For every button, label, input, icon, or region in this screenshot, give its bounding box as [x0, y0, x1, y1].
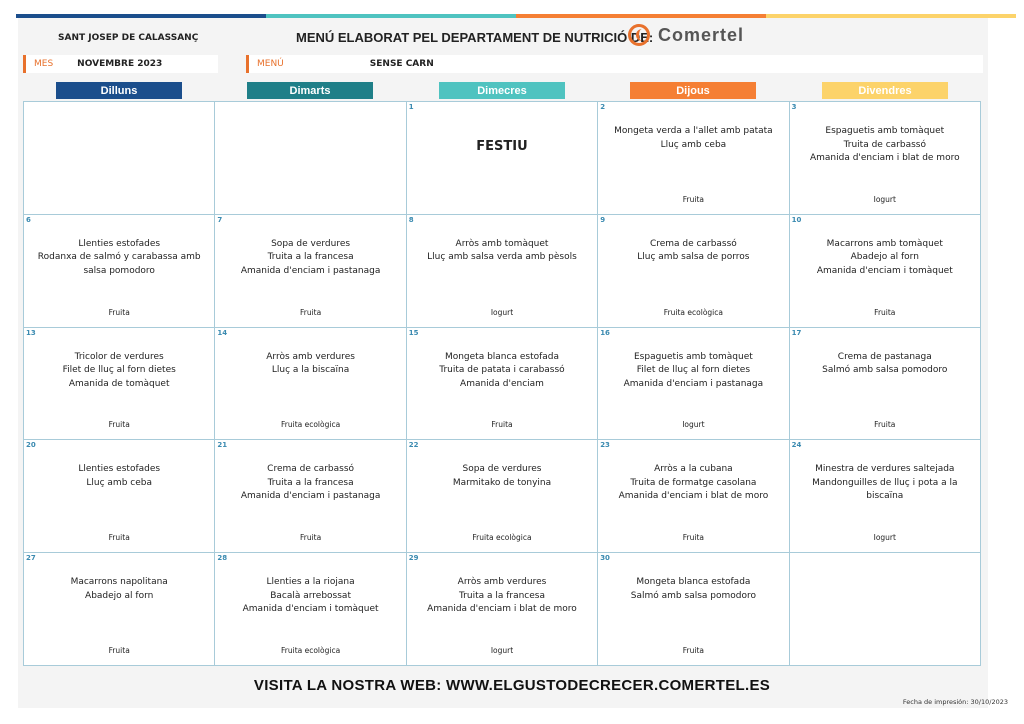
dish-list	[28, 576, 210, 603]
dish-item: Amanida d'enciam i tomàquet	[816, 265, 953, 276]
dish-item: Mongeta verda a l'allet amb patata	[614, 126, 773, 136]
dish-list	[219, 576, 401, 617]
day-number: 29	[408, 554, 419, 563]
day-cell	[407, 440, 598, 553]
dish-list	[411, 576, 593, 617]
dish-item: Abadejo al forn	[85, 590, 154, 601]
day-cell	[407, 102, 598, 215]
day-number: 20	[26, 441, 36, 450]
dish-list	[219, 463, 401, 504]
day-header-friday: Divendres	[822, 82, 948, 99]
day-number: 24	[791, 441, 802, 450]
dessert-label: Fruita	[108, 307, 130, 317]
dish-item: Amanida d'enciam i tomàquet	[242, 604, 379, 615]
dish-item: Macarrons napolitana	[70, 577, 168, 588]
dish-list	[602, 351, 784, 392]
day-number: 21	[217, 441, 228, 450]
dish-item: Lluç amb ceba	[86, 477, 152, 488]
month-field	[23, 55, 218, 73]
day-cell	[215, 553, 406, 666]
dish-item: Amanida d'enciam i blat de moro	[427, 604, 577, 615]
dish-list	[794, 463, 976, 504]
dish-list	[219, 238, 401, 279]
dish-item: Amanida d'enciam i pastanaga	[240, 265, 381, 276]
day-cell	[407, 328, 598, 441]
day-number: 8	[408, 215, 414, 224]
dish-item: Amanida de tomàquet	[68, 378, 170, 389]
day-number: 30	[600, 554, 610, 563]
dish-item: Truita a la francesa	[267, 252, 354, 263]
day-number: 1	[408, 103, 414, 111]
dish-item: Llenties estofades	[78, 238, 161, 249]
dish-item: Truita a la francesa	[267, 477, 354, 488]
dessert-label: Fruita	[874, 420, 896, 430]
dessert-label: Fruita	[874, 307, 896, 317]
day-number: 22	[408, 441, 419, 450]
dish-item: Filet de lluç al forn dietes	[636, 365, 751, 376]
day-number: 7	[217, 215, 223, 224]
day-cell	[790, 102, 981, 215]
dish-item: Amanida d'enciam i pastanaga	[240, 491, 381, 502]
day-header-monday: Dilluns	[56, 82, 182, 99]
day-cell	[790, 328, 981, 441]
day-number: 13	[26, 328, 36, 337]
dish-item: Arròs amb tomàquet	[455, 238, 549, 249]
dish-item: Rodanxa de salmó y carabassa amb salsa pomodoro	[37, 252, 201, 276]
dish-list	[411, 140, 593, 154]
dessert-label: Fruita	[299, 307, 322, 317]
dish-list	[602, 238, 784, 265]
dish-list	[219, 351, 401, 378]
dessert-label: Fruita	[491, 420, 513, 430]
dish-list	[794, 125, 976, 166]
page-title: MENÚ ELABORAT PEL DEPARTAMENT DE NUTRICIÓ DE:	[296, 30, 654, 45]
dish-item: FESTIU	[476, 139, 528, 154]
dish-item: Llenties estofades	[78, 464, 161, 475]
day-cell	[598, 328, 789, 441]
dish-item: Crema de carbassó	[649, 238, 737, 249]
dish-item: Lluç amb ceba	[660, 139, 727, 150]
print-date: Fecha de impresión: 30/10/2023	[902, 698, 1008, 706]
day-cell	[407, 553, 598, 666]
day-cell	[24, 440, 215, 553]
dish-item: Arròs a la cubana	[654, 464, 733, 475]
day-cell	[790, 215, 981, 328]
dish-item: Truita a la francesa	[458, 590, 545, 601]
dish-item: Macarrons amb tomàquet	[826, 238, 943, 249]
dessert-label: Fruita	[299, 533, 322, 543]
dessert-label: Fruita ecològica	[663, 307, 723, 317]
dish-item: Lluç amb salsa de porros	[637, 252, 750, 263]
dish-item: Llenties a la riojana	[266, 577, 355, 588]
dessert-label: Fruita	[108, 420, 130, 430]
day-cell	[407, 215, 598, 328]
day-cell	[790, 553, 981, 666]
dish-list	[411, 238, 593, 265]
dish-list	[28, 351, 210, 392]
dessert-label: Fruita	[108, 533, 130, 543]
day-number: 28	[217, 554, 228, 563]
dish-item: Tricolor de verdures	[74, 351, 164, 362]
dish-list	[28, 463, 210, 490]
dish-list	[794, 351, 976, 378]
month-label: MES	[34, 59, 54, 69]
dessert-label: Iogurt	[490, 646, 514, 655]
day-cell	[215, 102, 406, 215]
dish-list	[602, 576, 784, 603]
dish-item: Truita de formatge casolana	[630, 477, 757, 488]
menu-calendar-grid	[23, 101, 981, 666]
day-cell	[598, 102, 789, 215]
dish-item: Arròs amb verdures	[266, 351, 355, 362]
dish-item: Salmó amb salsa pomodoro	[822, 365, 948, 376]
dessert-label: Fruita	[108, 646, 130, 655]
day-cell	[598, 440, 789, 553]
day-cell	[24, 553, 215, 666]
day-header-tuesday: Dimarts	[247, 82, 373, 99]
dish-item: Crema de carbassó	[267, 464, 355, 475]
dessert-label: Fruita ecològica	[472, 533, 532, 543]
dish-item: Amanida d'enciam i blat de moro	[809, 153, 960, 163]
day-cell	[215, 215, 406, 328]
logo-text: Comertel	[658, 24, 745, 45]
day-number: 17	[791, 328, 802, 337]
dish-list	[411, 463, 593, 490]
dessert-label: Iogurt	[873, 533, 896, 543]
dish-item: Salmó amb salsa pomodoro	[630, 590, 756, 601]
day-cell	[598, 215, 789, 328]
dessert-label: Fruita ecològica	[281, 420, 341, 430]
dish-item: Filet de lluç al forn dietes	[62, 365, 176, 376]
day-cell	[790, 440, 981, 553]
dessert-label: Iogurt	[490, 307, 514, 317]
day-number: 6	[26, 215, 31, 224]
day-cell	[24, 102, 215, 215]
dish-item: Mongeta blanca estofada	[444, 351, 560, 362]
day-number: 2	[600, 103, 606, 111]
day-cell	[598, 553, 789, 666]
dessert-label: Iogurt	[873, 194, 896, 204]
dessert-label: Fruita ecològica	[281, 646, 341, 655]
day-number: 9	[600, 215, 606, 224]
dish-list	[28, 238, 210, 279]
website-banner: VISITA LA NOSTRA WEB: WWW.ELGUSTODECRECER.COMERTEL.ES	[253, 677, 771, 694]
dessert-label: Iogurt	[682, 420, 705, 430]
day-cell	[215, 440, 406, 553]
day-number: 27	[26, 554, 36, 563]
dish-item: Mandonguilles de lluç i pota a la biscaïna	[812, 477, 958, 502]
dish-item: Sopa de verdures	[271, 238, 351, 249]
day-number: 23	[600, 441, 610, 450]
dish-item: Crema de pastanaga	[837, 351, 932, 362]
dish-item: Amanida d'enciam	[460, 378, 544, 389]
day-number: 14	[217, 328, 228, 337]
dish-list	[602, 125, 784, 152]
dish-item: Minestra de verdures saltejada	[815, 464, 955, 475]
dessert-label: Fruita	[682, 194, 704, 204]
menu-label: MENÚ	[257, 59, 284, 69]
dish-item: Truita de patata i carabassó	[439, 365, 565, 376]
menu-type-field	[246, 55, 983, 73]
menu-value: SENSE CARN	[369, 59, 434, 69]
dish-item: Bacalà arrebossat	[270, 590, 351, 601]
comertel-logo-icon	[628, 24, 650, 46]
dish-list	[602, 463, 784, 504]
day-number: 15	[408, 328, 419, 337]
day-number: 3	[791, 103, 797, 111]
dish-list	[411, 351, 593, 392]
dish-item: Arròs amb verdures	[457, 577, 547, 588]
school-name: SANT JOSEP DE CALASSANÇ	[58, 33, 199, 43]
day-number: 10	[791, 215, 802, 224]
dish-list	[794, 238, 976, 279]
dish-item: Sopa de verdures	[462, 464, 542, 475]
day-header-thursday: Dijous	[630, 82, 756, 99]
dish-item: Espaguetis amb tomàquet	[825, 126, 945, 136]
day-cell	[24, 215, 215, 328]
dish-item: Truita de carbassó	[843, 139, 926, 150]
dish-item: Amanida d'enciam i blat de moro	[618, 491, 769, 502]
day-header-wednesday: Dimecres	[439, 82, 565, 99]
day-cell	[24, 328, 215, 441]
day-cell	[215, 328, 406, 441]
dessert-label: Fruita	[682, 533, 704, 543]
month-value: NOVEMBRE 2023	[77, 59, 163, 69]
day-number: 16	[600, 328, 610, 337]
dish-item: Lluç a la biscaïna	[271, 365, 350, 376]
dish-item: Amanida d'enciam i pastanaga	[623, 378, 764, 389]
dish-item: Mongeta blanca estofada	[636, 577, 751, 588]
comertel-logo	[628, 24, 744, 46]
dish-item: Lluç amb salsa verda amb pèsols	[427, 252, 577, 263]
dish-item: Marmitako de tonyina	[452, 477, 552, 488]
dessert-label: Fruita	[682, 646, 704, 655]
dish-item: Espaguetis amb tomàquet	[633, 351, 753, 362]
dish-item: Abadejo al forn	[850, 252, 919, 263]
